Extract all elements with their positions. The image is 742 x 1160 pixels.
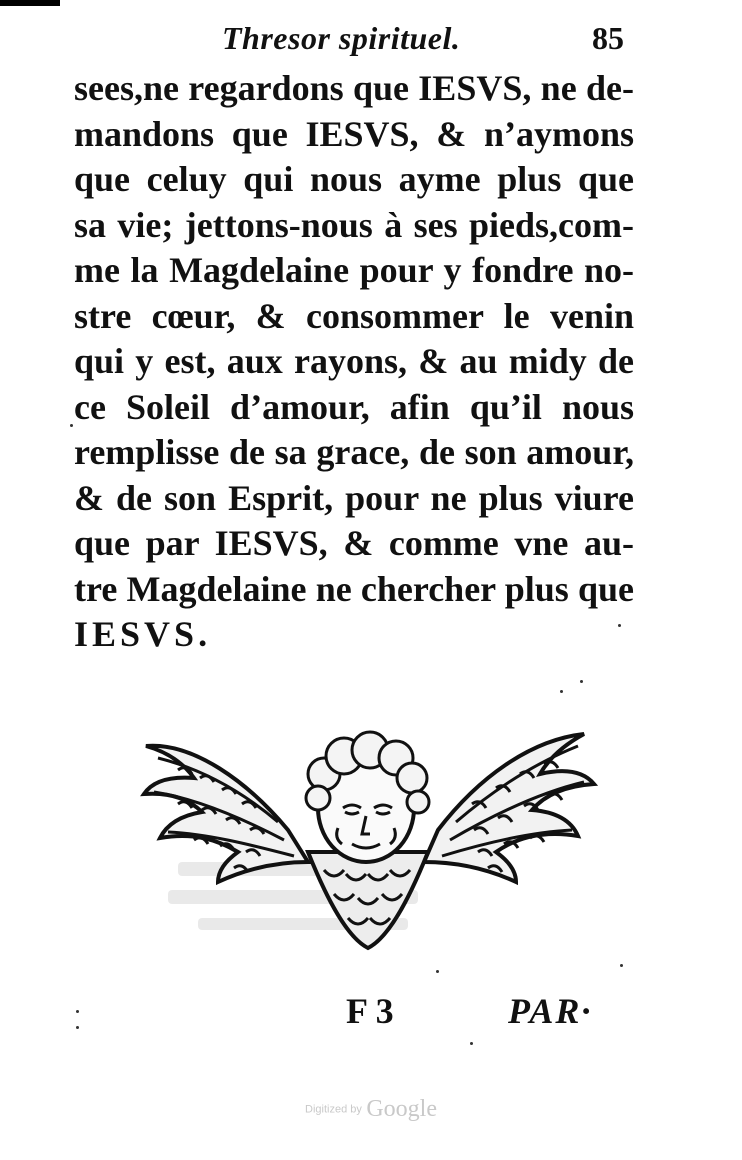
signature-mark: F 3 xyxy=(346,991,394,1031)
ink-speck xyxy=(436,970,439,973)
watermark-brand: Google xyxy=(366,1096,437,1122)
text-line: remplisse de sa grace, de son amour, xyxy=(74,432,634,472)
page-header xyxy=(0,20,742,70)
running-title: Thresor spirituel. xyxy=(222,20,461,56)
text-line: tre Magdelaine ne chercher plus que xyxy=(74,568,634,609)
ink-speck xyxy=(76,1026,79,1029)
ink-speck xyxy=(620,964,623,967)
catchword: PAR· xyxy=(508,991,593,1031)
ink-speck xyxy=(618,624,621,627)
text-line: que par IESVS, & comme vne au- xyxy=(74,523,634,563)
winged-cherub-icon xyxy=(138,712,598,952)
text-line: sees,ne regardons que IESVS, ne de- xyxy=(74,68,634,108)
digitized-watermark xyxy=(0,1096,742,1123)
watermark-prefix: Digitized by xyxy=(305,1103,362,1116)
ink-speck xyxy=(470,1042,473,1045)
body-text xyxy=(74,66,634,658)
text-line: mandons que IESVS, & n’aymons xyxy=(74,113,634,154)
ink-speck xyxy=(70,424,73,427)
text-line: stre cœur, & consommer le venin xyxy=(74,295,634,336)
ink-speck xyxy=(580,680,583,683)
text-line: sa vie; jettons-nous à ses pieds,com- xyxy=(74,204,634,245)
text-line: & de son Esprit, pour ne plus viure xyxy=(74,477,634,518)
ink-speck xyxy=(76,1010,79,1013)
page-footer xyxy=(0,990,742,1040)
text-line: que celuy qui nous ayme plus que xyxy=(74,159,634,199)
ink-speck xyxy=(560,690,563,693)
text-line: qui y est, aux rayons, & au midy de xyxy=(74,341,634,381)
scan-edge-mark xyxy=(0,0,60,6)
text-line: ce Soleil d’amour, afin qu’il nous xyxy=(74,386,634,427)
page-number: 85 xyxy=(592,20,624,56)
text-line: me la Magdelaine pour y fondre no- xyxy=(74,250,634,290)
text-line: IESVS. xyxy=(74,614,212,654)
